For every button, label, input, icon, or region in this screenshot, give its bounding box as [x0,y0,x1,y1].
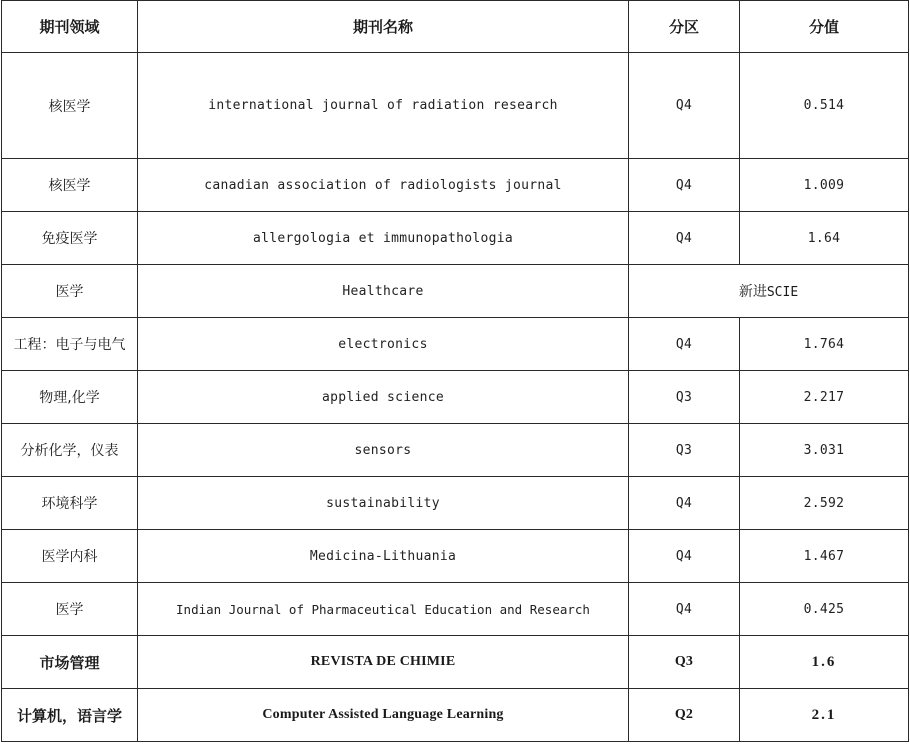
header-score: 分值 [740,1,909,53]
cell-score: 3.031 [740,424,909,477]
cell-journal-name: REVISTA DE CHIMIE [138,636,629,689]
cell-score: 1.64 [740,212,909,265]
cell-journal-name: international journal of radiation research [138,53,629,159]
cell-score: 2.592 [740,477,909,530]
header-row [2,1,909,53]
header-name: 期刊名称 [138,1,629,53]
cell-field: 免疫医学 [2,212,138,265]
cell-quartile: Q3 [629,636,740,689]
status-prefix: 新进 [738,284,767,300]
table-row [2,371,909,424]
cell-field: 计算机，语言学 [2,689,138,742]
table-row [2,583,909,636]
cell-field: 核医学 [2,159,138,212]
header-quartile: 分区 [629,1,740,53]
cell-journal-name: sensors [138,424,629,477]
cell-quartile: Q4 [629,318,740,371]
cell-field: 医学 [2,265,138,318]
cell-journal-name: canadian association of radiologists journal [138,159,629,212]
cell-journal-name: Computer Assisted Language Learning [138,689,629,742]
table-row [2,530,909,583]
cell-field: 物理,化学 [2,371,138,424]
table-row [2,689,909,742]
cell-quartile: Q3 [629,371,740,424]
cell-score: 0.514 [740,53,909,159]
cell-field: 医学 [2,583,138,636]
table-row [2,424,909,477]
cell-score: 1.6 [740,636,909,689]
cell-score: 1.764 [740,318,909,371]
cell-quartile: Q2 [629,689,740,742]
cell-score: 1.467 [740,530,909,583]
cell-journal-name: sustainability [138,477,629,530]
table-row [2,265,909,318]
cell-quartile: Q4 [629,159,740,212]
cell-quartile: Q4 [629,53,740,159]
cell-merged-status [629,265,909,318]
cell-journal-name: allergologia et immunopathologia [138,212,629,265]
cell-field: 医学内科 [2,530,138,583]
cell-field: 核医学 [2,53,138,159]
cell-field: 工程：电子与电气 [2,318,138,371]
cell-score: 0.425 [740,583,909,636]
cell-journal-name: Medicina-Lithuania [138,530,629,583]
status-suffix: SCIE [766,285,799,300]
cell-field: 环境科学 [2,477,138,530]
cell-field: 分析化学，仪表 [2,424,138,477]
header-field: 期刊领域 [2,1,138,53]
cell-quartile: Q4 [629,583,740,636]
cell-journal-name: electronics [138,318,629,371]
table-row [2,636,909,689]
cell-quartile: Q3 [629,424,740,477]
table-row [2,159,909,212]
cell-quartile: Q4 [629,212,740,265]
table-row [2,212,909,265]
cell-quartile: Q4 [629,477,740,530]
cell-journal-name: Indian Journal of Pharmaceutical Education and Research [138,583,629,636]
cell-quartile: Q4 [629,530,740,583]
table-row [2,477,909,530]
table-row [2,53,909,159]
cell-score: 1.009 [740,159,909,212]
cell-field: 市场管理 [2,636,138,689]
cell-score: 2.1 [740,689,909,742]
cell-journal-name: Healthcare [138,265,629,318]
cell-journal-name: applied science [138,371,629,424]
cell-score: 2.217 [740,371,909,424]
journal-table [1,0,909,742]
table-row [2,318,909,371]
